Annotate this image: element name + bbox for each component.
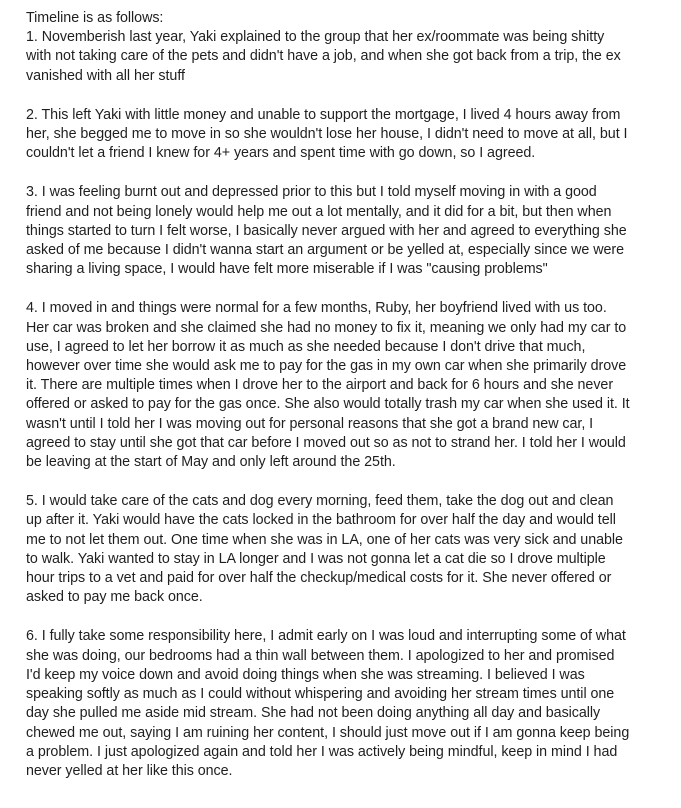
- paragraph-line: me to not let them out. One time when she was in LA, one of her cats was very sick and unable: [26, 531, 623, 548]
- timeline-item-4: [26, 299, 671, 472]
- paragraph-line: 1. Novemberish last year, Yaki explained to the group that her ex/roommate was being shitty: [26, 29, 605, 46]
- paragraph-line: agreed to stay until she got that car before I moved out so as not to strand her. I told her I would: [26, 434, 626, 451]
- paragraph-line: use, I agreed to let her borrow it as much as she needed because I don't drive that much,: [26, 338, 586, 355]
- paragraph-line: hour trips to a vet and paid for over half the checkup/medical costs for it. She never offered or: [26, 570, 612, 587]
- paragraph-line: it. There are multiple times when I drove her to the airport and back for 6 hours and she never: [26, 377, 614, 394]
- paragraph-line: however over time she would ask me to pay for the gas in my own car when she primarily drove: [26, 358, 627, 375]
- paragraph-line: friend and not being lonely would help me out a lot mentally, and it did for a bit, but then when: [26, 203, 612, 220]
- paragraph-line: chewed me out, saying I am ruining her content, I should just move out if I am gonna keep being: [26, 724, 630, 741]
- timeline-item-5: [26, 492, 671, 607]
- timeline-item-1: [26, 28, 671, 86]
- paragraph-line: 4. I moved in and things were normal for a few months, Ruby, her boyfriend lived with us too.: [26, 300, 607, 317]
- paragraph-line: to walk. Yaki wanted to stay in LA longer and I was not gonna let a cat die so I drove multiple: [26, 550, 606, 567]
- paragraph-line: 3. I was feeling burnt out and depressed prior to this but I told myself moving in with a good: [26, 184, 597, 201]
- paragraph-line: speaking softly as much as I could without whispering and avoiding her stream times until one: [26, 686, 615, 703]
- paragraph-line: I'd keep my voice down and avoid doing things when she was streaming. I believed I was: [26, 666, 585, 683]
- paragraph-line: vanished with all her stuff: [26, 67, 185, 84]
- paragraph-line: things started to turn I felt worse, I basically never argued with her and agreed to everything she: [26, 222, 627, 239]
- paragraph-line: never yelled at her like this once.: [26, 762, 233, 779]
- timeline-item-3: [26, 183, 671, 279]
- paragraph-line: 5. I would take care of the cats and dog every morning, feed them, take the dog out and clean: [26, 493, 614, 510]
- paragraph-line: couldn't let a friend I knew for 4+ years and spent time with go down, so I agreed.: [26, 145, 536, 162]
- timeline-item-2: [26, 106, 671, 164]
- paragraph-line: 2. This left Yaki with little money and unable to support the mortgage, I lived 4 hours away from: [26, 106, 621, 123]
- intro-line: Timeline is as follows:: [26, 10, 164, 26]
- paragraph-line: sharing a living space, I would have felt more miserable if I was "causing problems": [26, 261, 548, 278]
- paragraph-line: 6. I fully take some responsibility here, I admit early on I was loud and interrupting some of what: [26, 628, 626, 645]
- paragraph-line: offered or asked to pay for the gas once. She also would totally trash my car when she used it. It: [26, 396, 630, 413]
- paragraph-line: be leaving at the start of May and only left around the 25th.: [26, 454, 396, 471]
- paragraph-line: asked to pay me back once.: [26, 589, 203, 606]
- paragraph-line: with not taking care of the pets and didn't have a job, and when she got back from a trip, the ex: [26, 48, 621, 65]
- paragraph-line: she was doing, our bedrooms had a thin wall between them. I apologized to her and promised: [26, 647, 615, 664]
- paragraph-line: her, she begged me to move in so she wouldn't lose her house, I didn't need to move at all, but I: [26, 126, 628, 143]
- paragraph-line: up after it. Yaki would have the cats locked in the bathroom for over half the day and would tell: [26, 512, 616, 529]
- paragraph-line: wasn't until I told her I was moving out for personal reasons that she got a brand new car, I: [26, 415, 594, 432]
- paragraph-line: day she pulled me aside mid stream. She had not been doing anything all day and basically: [26, 705, 601, 722]
- paragraph-line: a problem. I just apologized again and told her I was actively being mindful, keep in mind I had: [26, 743, 618, 760]
- timeline-item-6: [26, 627, 671, 781]
- paragraph-line: Her car was broken and she claimed she had no money to fix it, meaning we only had my car to: [26, 319, 627, 336]
- paragraph-line: asked of me because I didn't wanna start an argument or be yelled at, especially since we were: [26, 242, 625, 259]
